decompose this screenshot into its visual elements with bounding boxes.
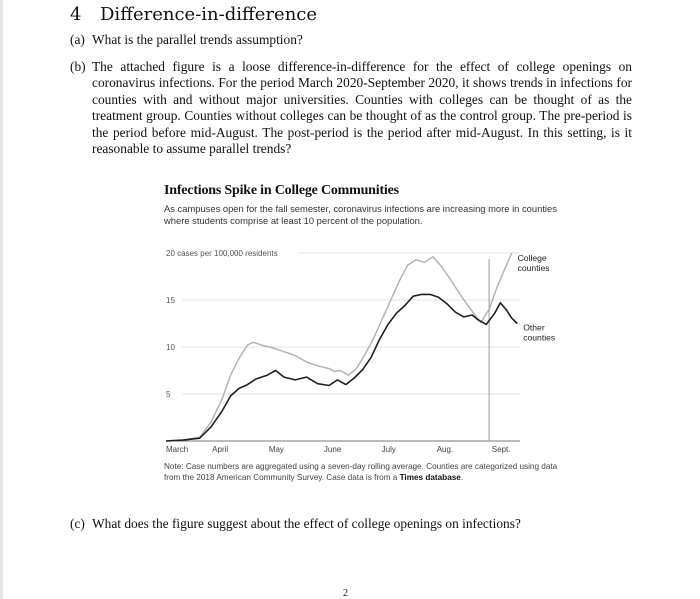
section-heading [70,4,317,25]
question-a [70,32,640,50]
question-b [70,59,634,159]
x-tick-label-5: Aug. [436,445,454,454]
x-tick-label-3: June [323,445,342,454]
x-tick-label-2: May [268,445,284,454]
figure-note-end: . [460,473,464,483]
series-label-0-line1: College [517,253,547,263]
section-title: Difference-in-difference [100,4,318,25]
question-b-label: (b) [70,59,86,74]
x-tick-label-0: March [166,445,189,454]
figure-title: Infections Spike in College Communities [164,183,399,198]
x-tick-label-6: Sept. [491,445,511,454]
y-tick-label-1: 10 [166,343,175,352]
series-label-1-line2: counties [523,332,556,343]
page-edge [0,0,3,599]
figure-note-source: Times database [399,473,461,483]
figure-note-text: Note: Case numbers are aggregated using a seven-day rolling average. Counties are categorized using data from the 2018 American Community Survey. Case data is from a [164,462,558,483]
x-tick-label-1: April [212,445,229,454]
x-tick-label-4: July [381,445,396,454]
question-b-text: The attached figure is a loose difference-in-difference for the effect of college openings on coronavirus infections. For the period March 2020-September 2020, it shows trends in infections for counties with and without major universities. Counties with colleges can be thought of as the treatment group. Counties without colleges can be thought of as the control group. The pre-period is the period before mid-August. The post-period is the period after mid-August. In this setting, is it reasonable to assume parallel trends? [92,59,632,157]
question-a-label: (a) [70,32,85,47]
section-number: 4 [70,4,82,25]
question-c [70,516,640,534]
question-c-label: (c) [70,516,85,531]
series-label-0-line2: counties [517,263,550,273]
y-tick-label-0: 15 [166,296,175,305]
line-chart [160,183,580,493]
page-number: 2 [343,588,348,599]
series-label-1-line1: Other [523,322,545,333]
y-tick-label-2: 5 [166,390,171,399]
figure-note [164,461,564,483]
figure-subtitle: As campuses open for the fall semester, coronavirus infections are increasing more in counties where students comprise at least 10 percent of the population. [164,203,557,226]
figure [160,183,580,493]
question-a-text: What is the parallel trends assumption? [92,32,303,47]
series-line-other-counties [166,294,517,441]
question-c-text: What does the figure suggest about the effect of college openings on infections? [92,516,521,531]
y-axis-label: 20 cases per 100,000 residents [166,249,278,258]
